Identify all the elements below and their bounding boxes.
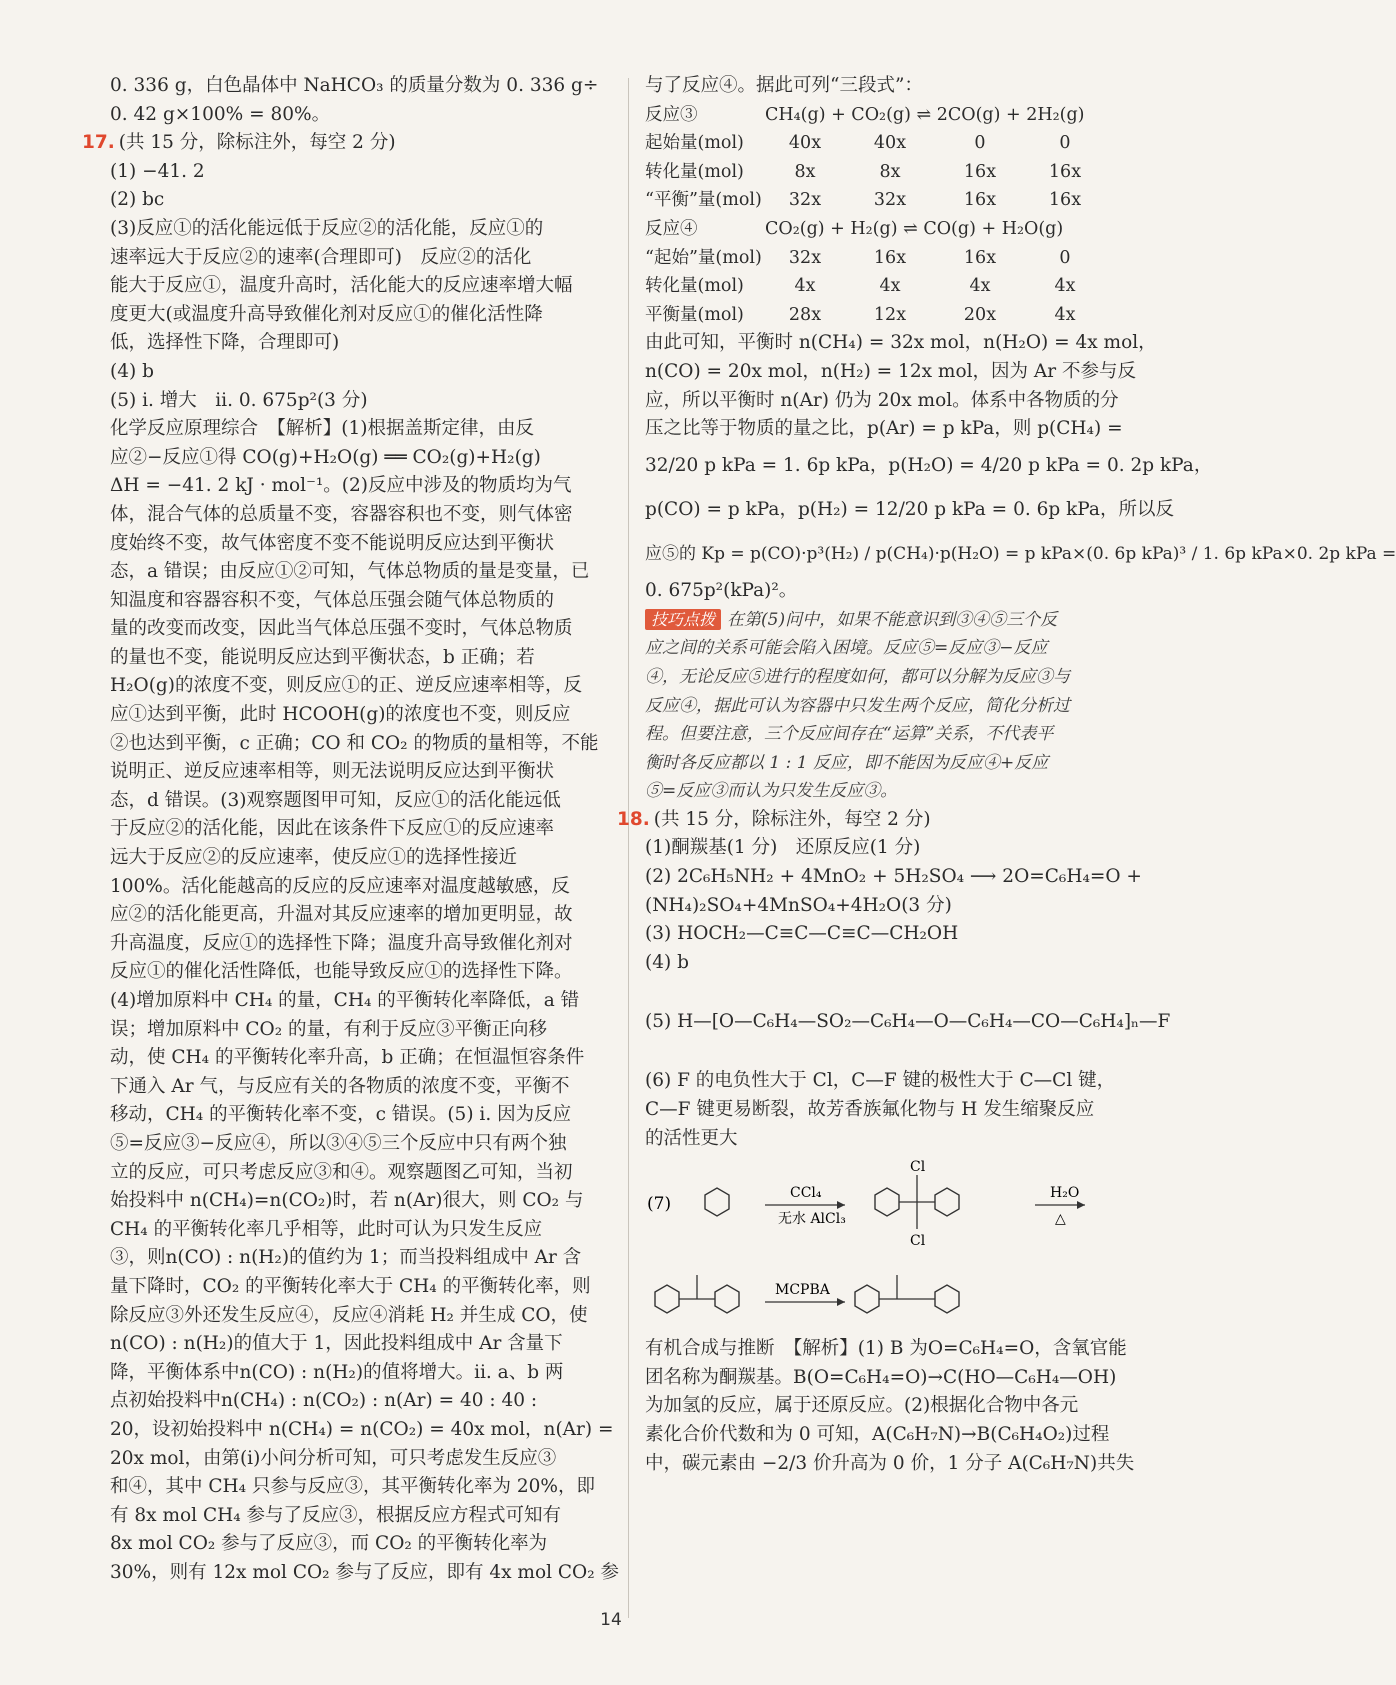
- left-line: 移动，CH₄ 的平衡转化率不变，c 错误。(5) ⅰ. 因为反应: [110, 1104, 572, 1126]
- tip-line: ④，无论反应⑤进行的程度如何，都可以分解为反应③与: [645, 666, 1070, 687]
- right-line: 应，所以平衡时 n(Ar) 仍为 20x mol。体系中各物质的分: [645, 389, 1119, 411]
- left-line: 低，选择性下降，合理即可): [110, 332, 340, 354]
- table-cell: 40x: [788, 133, 822, 154]
- table-cell: 4x: [794, 276, 816, 297]
- left-line: 应①达到平衡，此时 HCOOH(g)的浓度也不变，则反应: [110, 704, 571, 726]
- q18-analysis-line: 团名称为酮羰基。B(O=C₆H₄=O)→C(HO—C₆H₄—OH): [645, 1366, 1117, 1388]
- page-number: 14: [600, 1610, 622, 1630]
- question-number: 18.: [617, 808, 650, 830]
- left-line: 应②−反应①得 CO(g)+H₂O(g) ══ CO₂(g)+H₂(g): [110, 446, 541, 468]
- benzene-ring-2: [875, 1188, 899, 1216]
- q18-4: (4) b: [645, 951, 689, 973]
- q18-analysis-line: 中，碳元素由 −2/3 价升高为 0 价，1 分子 A(C₆H₇N)共失: [645, 1452, 1135, 1474]
- table-cell: 起始量(mol): [645, 133, 744, 154]
- table-cell: 16x: [1048, 161, 1082, 182]
- tip-block: [645, 606, 1133, 806]
- tip-line: 衡时各反应都以 1 : 1 反应，即不能因为反应④+反应: [645, 752, 1049, 773]
- left-column: [82, 72, 620, 1587]
- table-row: [645, 244, 1133, 273]
- q18-5-polymer: (5) H—[O—C₆H₄—SO₂—C₆H₄—O—C₆H₄—CO—C₆H₄]ₙ—F: [645, 1011, 1171, 1033]
- left-line: 态，a 错误；由反应①②可知，气体总物质的量是变量，已: [110, 561, 590, 583]
- table-cell: 12x: [873, 304, 907, 325]
- table-cell: 4x: [1054, 304, 1076, 325]
- table-cell: 32x: [788, 190, 822, 211]
- right-line: 由此可知，平衡时 n(CH₄) = 32x mol，n(H₂O) = 4x mol，: [645, 332, 1157, 354]
- left-line: 误；增加原料中 CO₂ 的量，有利于反应③平衡正向移: [110, 1018, 548, 1040]
- left-line: 20x mol，由第(ⅰ)小问分析可知，可只考虑发生反应③: [110, 1447, 557, 1469]
- benzene-ring-4: [655, 1285, 679, 1313]
- table-row: [645, 301, 1133, 330]
- arrow-1-head: [837, 1201, 845, 1209]
- left-line: 度始终不变，故气体密度不变不能说明反应达到平衡状: [110, 532, 555, 554]
- q18-eq2a: (2) 2C₆H₅NH₂ + 4MnO₂ + 5H₂SO₄ ⟶ 2O=C₆H₄=O +: [645, 866, 1142, 888]
- left-line: 下通入 Ar 气，与反应有关的各物质的浓度不变，平衡不: [110, 1075, 570, 1097]
- left-line: 体，混合气体的总质量不变，容器容积也不变，则气体密: [110, 503, 573, 525]
- left-line: (2) bc: [110, 189, 165, 211]
- reagent-heat: △: [1055, 1211, 1066, 1228]
- table-cell: 0: [1059, 133, 1071, 154]
- table-cell: 8x: [794, 161, 816, 182]
- left-line: (4)增加原料中 CH₄ 的量，CH₄ 的平衡转化率降低，a 错: [110, 990, 580, 1011]
- left-line: 始投料中 n(CH₄)=n(CO₂)时，若 n(Ar)很大，则 CO₂ 与: [110, 1190, 584, 1212]
- left-line: 的量也不变，能说明反应达到平衡状态，b 正确；若: [110, 646, 535, 668]
- right-line: 压之比等于物质的量之比，p(Ar) = p kPa，则 p(CH₄) =: [645, 418, 1123, 440]
- benzene-ring-6: [855, 1285, 879, 1313]
- left-line: (3)反应①的活化能远低于反应②的活化能，反应①的: [110, 217, 544, 239]
- benzene-ring-7: [935, 1285, 959, 1313]
- q18-line: 18. (共 15 分，除标注外，每空 2 分): [617, 808, 931, 830]
- tip-line: 应之间的关系可能会陷入困境。反应⑤=反应③−反应: [645, 638, 1048, 659]
- reaction-scheme-7: [645, 1157, 1133, 1331]
- table-cell: 0: [974, 133, 986, 154]
- table-cell: 20x: [963, 304, 997, 325]
- table-cell: 16x: [963, 161, 997, 182]
- reagent-h2o: H₂O: [1050, 1185, 1080, 1202]
- table-cell: 反应③: [645, 104, 698, 125]
- left-line: 升高温度，反应①的选择性下降；温度升高导致催化剂对: [110, 932, 573, 954]
- left-line: 反应①的催化活性降低，也能导致反应①的选择性下降。: [110, 961, 573, 983]
- left-line: 点初始投料中n(CH₄) : n(CO₂) : n(Ar) = 40 : 40 :: [110, 1390, 538, 1412]
- left-line: ③，则n(CO) : n(H₂)的值约为 1；而当投料组成中 Ar 含: [110, 1247, 582, 1269]
- left-line: 说明正、逆反应速率相等，则无法说明反应达到平衡状: [110, 761, 555, 783]
- left-line: 化学反应原理综合 【解析】(1)根据盖斯定律，由反: [110, 418, 534, 440]
- q18-analysis-line: 素化合价代数和为 0 可知，A(C₆H₇N)→B(C₆H₄O₂)过程: [645, 1424, 1110, 1445]
- table-cell: 4x: [1054, 276, 1076, 297]
- right-line: n(CO) = 20x mol，n(H₂) = 12x mol，因为 Ar 不参与反: [645, 360, 1136, 382]
- table-cell: 0: [1059, 247, 1071, 268]
- formula-line: 0. 675p²(kPa)²。: [645, 579, 798, 601]
- tip-line: 程。但要注意，三个反应间存在“运算”关系，不代表平: [645, 724, 1054, 745]
- q18-6-line: 的活性更大: [645, 1127, 738, 1149]
- left-line: ⑤=反应③−反应④，所以③④⑤三个反应中只有两个独: [110, 1132, 567, 1154]
- left-line: (5) ⅰ. 增大 ⅱ. 0. 675p²(3 分): [110, 389, 368, 411]
- table-cell: 40x: [873, 133, 907, 154]
- table-cell: “平衡”量(mol): [645, 190, 762, 211]
- q18-analysis-line: 有机合成与推断 【解析】(1) B 为O=C₆H₄=O，含氧官能: [645, 1338, 1127, 1360]
- table-cell: 16x: [1048, 190, 1082, 211]
- question-number: 17.: [82, 132, 115, 154]
- left-line: 度更大(或温度升高导致催化剂对反应①的催化活性降: [110, 303, 543, 325]
- formula-line: 应⑤的 Kp = p(CO)·p³(H₂) / p(CH₄)·p(H₂O) = p kPa×(0. 6p kPa)³ / 1. 6p kPa×0. 2p kPa =: [645, 543, 1396, 564]
- left-line: 和④，其中 CH₄ 只参与反应③，其平衡转化率为 20%，即: [110, 1476, 595, 1498]
- left-line: 远大于反应②的反应速率，使反应①的选择性接近: [110, 847, 518, 869]
- left-line: 量下降时，CO₂ 的平衡转化率大于 CH₄ 的平衡转化率，则: [110, 1275, 591, 1297]
- table-cell: 转化量(mol): [645, 161, 744, 182]
- left-line: 8x mol CO₂ 参与了反应③，而 CO₂ 的平衡转化率为: [110, 1533, 548, 1555]
- left-line: 动，使 CH₄ 的平衡转化率升高，b 正确；在恒温恒容条件: [110, 1047, 585, 1069]
- left-line: 除反应③外还发生反应④，反应④消耗 H₂ 并生成 CO，使: [110, 1304, 588, 1326]
- left-line: ΔH = −41. 2 kJ · mol⁻¹。(2)反应中涉及的物质均为气: [110, 475, 572, 497]
- benzene-ring-5: [715, 1285, 739, 1313]
- table-cell: “起始”量(mol): [645, 247, 762, 268]
- left-line: (4) b: [110, 360, 154, 382]
- q18-analysis-line: 为加氢的反应，属于还原反应。(2)根据化合物中各元: [645, 1395, 1079, 1417]
- left-line: 0. 336 g，白色晶体中 NaHCO₃ 的质量分数为 0. 336 g÷: [110, 75, 599, 96]
- benzene-ring-3: [935, 1188, 959, 1216]
- left-line: CH₄ 的平衡转化率几乎相等，此时可认为只发生反应: [110, 1218, 543, 1240]
- column-divider: [628, 78, 629, 1618]
- left-line: 20，设初始投料中 n(CH₄) = n(CO₂) = 40x mol，n(Ar) =: [110, 1418, 614, 1440]
- table-row: [645, 272, 1133, 301]
- table-row: [645, 158, 1133, 187]
- table-cell: 反应④: [645, 218, 698, 239]
- formula-line: 32/20 p kPa = 1. 6p kPa，p(H₂O) = 4/20 p kPa = 0. 2p kPa，: [645, 454, 1213, 476]
- arrow-3-head: [837, 1298, 845, 1306]
- left-line: 量的改变而改变，因此当气体总压强不变时，气体总物质: [110, 618, 573, 640]
- left-line: 能大于反应①，温度升高时，活化能大的反应速率增大幅: [110, 275, 573, 297]
- left-line: 速率远大于反应②的速率(合理即可) 反应②的活化: [110, 246, 532, 268]
- left-line: 知温度和容器容积不变，气体总压强会随气体总物质的: [110, 589, 555, 611]
- left-line: (1) −41. 2: [110, 160, 205, 182]
- left-line: 立的反应，可只考虑反应③和④。观察题图乙可知，当初: [110, 1161, 573, 1183]
- left-line: 17. (共 15 分，除标注外，每空 2 分): [82, 132, 396, 154]
- q18-eq2b: (NH₄)₂SO₄+4MnSO₄+4H₂O(3 分): [645, 894, 952, 916]
- arrow-2-head: [1077, 1201, 1085, 1209]
- left-line: H₂O(g)的浓度不变，则反应①的正、逆反应速率相等，反: [110, 675, 582, 697]
- left-line: 降，平衡体系中n(CO) : n(H₂)的值将增大。ⅱ. a、b 两: [110, 1361, 564, 1383]
- tip-line: 技巧点拨 在第(5)问中，如果不能意识到③④⑤三个反: [645, 606, 1133, 635]
- table-cell: 32x: [873, 190, 907, 211]
- q18-3: (3) HOCH₂—C≡C—C≡C—CH₂OH: [645, 923, 959, 945]
- cl-bottom: Cl: [910, 1233, 926, 1250]
- right-column: [617, 72, 1396, 1478]
- reagent-ccl4: CCl₄: [790, 1185, 822, 1202]
- three-stage-table: [645, 101, 1133, 330]
- left-line: 有 8x mol CH₄ 参与了反应③，根据反应方程式可知有: [110, 1504, 562, 1526]
- table-cell: 16x: [873, 247, 907, 268]
- right-line: 与了反应④。据此可列“三段式”：: [645, 75, 923, 96]
- left-line: 30%，则有 12x mol CO₂ 参与了反应，即有 4x mol CO₂ 参: [110, 1561, 620, 1583]
- table-cell: 8x: [879, 161, 901, 182]
- left-line: n(CO) : n(H₂)的值大于 1，因此投料组成中 Ar 含量下: [110, 1333, 563, 1355]
- table-cell: 16x: [963, 190, 997, 211]
- left-line: 于反应②的活化能，因此在该条件下反应①的反应速率: [110, 818, 555, 840]
- table-cell: CH₄(g) + CO₂(g) ⇌ 2CO(g) + 2H₂(g): [765, 104, 1085, 125]
- reaction-scheme-svg: [645, 1157, 1133, 1327]
- q18-7-label: (7): [647, 1194, 672, 1215]
- table-row: [645, 101, 1133, 130]
- tip-line: 反应④，据此可认为容器中只发生两个反应，简化分析过: [645, 695, 1070, 716]
- q18-6-line: (6) F 的电负性大于 Cl，C—F 键的极性大于 C—Cl 键，: [645, 1070, 1116, 1092]
- cl-top: Cl: [910, 1159, 926, 1176]
- left-line: 态，d 错误。(3)观察题图甲可知，反应①的活化能远低: [110, 789, 561, 811]
- table-cell: 4x: [879, 276, 901, 297]
- formula-line: p(CO) = p kPa，p(H₂) = 12/20 p kPa = 0. 6p kPa，所以反: [645, 498, 1174, 520]
- reagent-alcl3: 无水 AlCl₃: [778, 1211, 846, 1228]
- table-cell: 4x: [969, 276, 991, 297]
- table-cell: 16x: [963, 247, 997, 268]
- left-line: ②也达到平衡，c 正确；CO 和 CO₂ 的物质的量相等，不能: [110, 732, 599, 754]
- table-cell: 平衡量(mol): [645, 304, 744, 325]
- left-line: 100%。活化能越高的反应的反应速率对温度越敏感，反: [110, 875, 570, 897]
- tip-label: 技巧点拨: [645, 609, 721, 630]
- q18-6-line: C—F 键更易断裂，故芳香族氟化物与 H 发生缩聚反应: [645, 1099, 1095, 1121]
- table-cell: 转化量(mol): [645, 276, 744, 297]
- table-row: [645, 215, 1133, 244]
- table-row: [645, 129, 1133, 158]
- table-cell: 28x: [788, 304, 822, 325]
- benzene-ring-1: [705, 1188, 729, 1216]
- table-cell: CO₂(g) + H₂(g) ⇌ CO(g) + H₂O(g): [765, 218, 1064, 239]
- left-line: 0. 42 g×100% = 80%。: [110, 103, 331, 125]
- tip-line: ⑤=反应③而认为只发生反应③。: [645, 781, 898, 802]
- left-line: 应②的活化能更高，升温对其反应速率的增加更明显，故: [110, 904, 573, 926]
- table-cell: 32x: [788, 247, 822, 268]
- q18-line: (1)酮羰基(1 分) 还原反应(1 分): [645, 837, 921, 859]
- reagent-mcpba: MCPBA: [775, 1282, 830, 1299]
- table-row: [645, 186, 1133, 215]
